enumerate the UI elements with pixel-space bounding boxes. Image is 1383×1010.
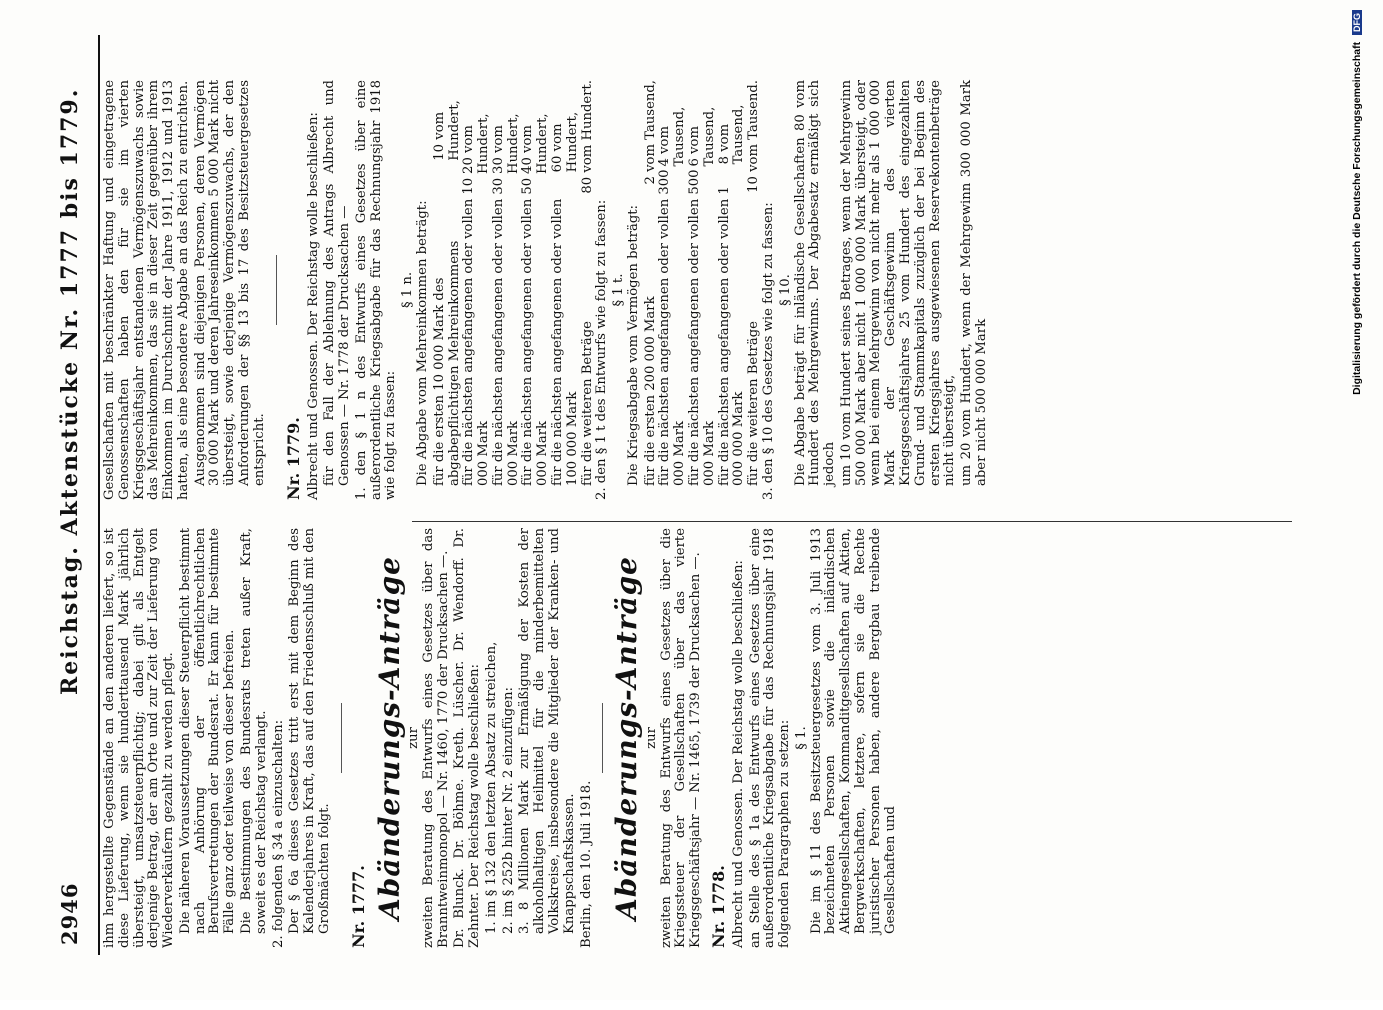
funding-text: Digitalisierung gefördert durch die Deutsche Forschungsgemeinschaft [1351,41,1363,395]
rate-row [581,80,596,500]
paragraph: 1. den § 1 n des Entwurfs eines Gesetzes über eine außerordentliche Kriegsabgabe für das Rechnungsjahr 1918 wie folgt zu fassen: [353,80,399,500]
document-number: Nr. 1779. [283,417,303,500]
rate-value: 8 vom Tausend, [716,104,747,165]
page-title: Reichstag. Aktenstücke Nr. 1777 bis 1779. [57,87,83,695]
rate-label: für die nächsten angefangenen oder vollen 30 000 Mark [490,177,521,486]
rate-row [521,80,551,500]
rate-row [492,80,522,500]
page-number: 2946 [57,882,82,945]
rate-row [658,80,688,500]
paragraph: Gesellschaften mit beschränkter Haftung und eingetragene Genossenschaften haben den für sie im vierten Kriegsgeschäftsjahr entstandenen Vermögenszuwachs sowie das Mehreinkommen, das sie in dieser Zeit gegenüber ihrem Einkommen im Durchschnitt der Jahre 1911, 1912 und 1913 hatten, als eine besondere Abgabe an das Reich zu entrichten. [102,80,191,500]
paragraph: Die im § 11 des Besitzsteuergesetzes vom 3. Juli 1913 bezeichneten Personen sowie die inländischen Aktiengesellschaften, Kommanditgesellschaften auf Aktien, Bergwerkschaften, letztere, sofern sie die Rechte juristischer Personen haben, andere Bergbau treibende Gesellschaften und [808,528,898,934]
rate-value: 4 vom Tausend, [657,106,688,167]
paragraph: 3. den § 10 des Gesetzes wie folgt zu fassen: [760,202,776,500]
rate-value: 20 vom Hundert, [461,113,492,174]
paragraph: Albrecht und Genossen. Der Reichstag wolle beschließen: [305,112,321,500]
dfg-logo: DFG [1352,10,1362,35]
paragraph: Die näheren Voraussetzungen dieser Steuerpflicht bestimmt nach Anhörung der öffentlichrechtlichen Berufsvertretungen der Bundesrat. Er kann für bestimmte Fälle ganz oder teilweise von dieser befreien. [177,528,238,934]
rate-row [747,80,762,500]
column-divider [412,521,1292,522]
paragraph: um 10 vom Hundert seines Betrages, wenn der Mehrgewinn 500 000 Mark aber nicht 1 000 000 Mark übersteigt, oder wenn bei einem Mehrgewinn von nicht mehr als 1 000 000 Mark der Geschäftsgewinn des vierten Kriegsgeschäftsjahres 25 vom Hundert des eingezahlten Grund- und Stammkapitals zuzüglich der bei Beginn des ersten Kriegsjahres ausgewiesenen Reservekontenbeträge nicht übersteigt, [838,80,958,486]
rate-row [644,80,659,500]
rate-label: für die nächsten angefangenen oder vollen 300 000 Mark [657,169,688,486]
section-heading: Abänderungs-Anträge [610,556,644,920]
list-item: 2. im § 252b hinter Nr. 2 einzufügen: [500,687,516,934]
rate-label: für die ersten 10 000 Mark des abgabepflichtigen Mehreinkommens [431,240,462,486]
rate-row [433,80,463,500]
rate-label: für die weiteren Beträge [746,321,762,486]
list-item: 1. im § 132 den letzten Absatz zu streichen, [483,641,499,934]
rate-value: 60 vom Hundert, [550,111,580,173]
separator [341,703,342,773]
paragraph-sign: § 10. [777,274,793,306]
document-number: Nr. 1777. [348,865,368,948]
rate-table [644,80,762,500]
rate-label: für die nächsten angefangenen oder vollen 10 000 Mark [461,177,492,486]
paragraph-sign: § 1 t. [611,273,627,307]
rate-row [688,80,718,500]
rate-table [433,80,596,500]
paragraph: an Stelle des § 1a des Entwurfs eines Gesetzes über eine außerordentliche Kriegsabgabe für das Rechnungsjahr 1918 folgenden Paragraphen zu setzen: [747,528,793,948]
rate-label: für die weiteren Beträge [579,321,595,486]
rate-label: für die nächsten angefangenen oder vollen 1 000 000 Mark [716,186,747,486]
rate-row [462,80,492,500]
list-item: 3. 8 Millionen Mark zur Ermäßigung der Kosten der alkoholhaltigen Heilmittel für die minderbemittelten Volkskreise, insbesondere die Mitglieder der Kranken- und Knappschaftskassen. [517,528,577,934]
rate-value: 6 vom Tausend, [687,106,717,167]
funding-stamp [1352,10,1364,1010]
paragraph: Der § 6a dieses Gesetzes tritt erst mit dem Beginn des Kalenderjahres in Kraft, das auf den Friedensschluß mit den Großmächten folgt. [287,528,332,934]
rate-row [718,80,748,500]
paragraph-sign: § 1. [793,726,809,750]
paragraph: Die Kriegsabgabe vom Vermögen beträgt: [625,205,641,486]
left-column [103,528,900,948]
paragraph: für den Fall der Ablehnung des Antrags Albrecht und Genossen — Nr. 1778 der Drucksachen — [322,80,353,486]
paragraph-sign: § 1 n. [400,271,416,309]
rate-value: 40 vom Hundert, [520,113,551,174]
paragraph: 2. den § 1 t des Entwurfs wie folgt zu fassen: [594,199,610,500]
heading-subtitle: zweiten Beratung des Entwurfs eines Gesetzes über das Branntweinmonopol — Nr. 1460, 1770 der Drucksachen —. [420,528,451,948]
paragraph: 2. folgenden § 34 a einzuschalten: [270,719,286,948]
right-column [103,80,992,500]
section-heading: Abänderungs-Anträge [372,556,406,920]
paragraph: ihm hergestellte Gegenstände an den anderen liefert, so ist diese Lieferung, wenn sie hunderttausend Mark jährlich übersteigt, umsatzsteuerpflichtig; dabei gilt als Entgelt derjenige Betrag, der am Orte und zur Zeit der Lieferung von Wiederverkäufern gezahlt zu werden pflegt. [102,528,177,948]
rate-label: für die ersten 200 000 Mark [642,296,658,486]
rate-label: für die nächsten angefangenen oder vollen 50 000 Mark [520,177,551,486]
paragraph: Die Bestimmungen des Bundesrats treten außer Kraft, soweit es der Reichstag verlangt. [239,528,269,934]
rate-value: 2 vom Tausend, [642,80,658,185]
paragraph: um 20 vom Hundert, wenn der Mehrgewinn 300 000 Mark aber nicht 500 000 Mark [959,80,989,486]
rate-label: für die nächsten angefangenen oder vollen 500 000 Mark [687,169,717,486]
heading-connector: zur [405,727,421,749]
date-line: Berlin, den 10. Juli 1918. [578,780,594,948]
heading-subtitle: zweiten Beratung des Entwurfs eines Gesetzes über die Kriegssteuer der Gesellschaften über das vierte Kriegsgeschäftsjahr — Nr. 1465, 1739 der Drucksachen —. [658,528,704,948]
rate-value: 10 vom Hundert, [431,100,462,161]
document-number: Nr. 1778. [708,865,728,948]
rate-value: 80 vom Hundert. [579,80,595,194]
header-rule [98,35,100,955]
separator [276,255,277,325]
rate-value: 10 vom Tausend. [746,80,762,193]
paragraph: Albrecht und Genossen. Der Reichstag wolle beschließen: [730,560,746,948]
paragraph: Ausgenommen sind diejenigen Personen, deren Vermögen 30 000 Mark und deren Jahreseinkommen 5 000 Mark nicht übersteigt, sowie derjenige Vermögenszuwachs, der den Anforderungen der §§ 13 bis 17 des Besitzsteuergesetzes entspricht. [192,80,267,486]
separator [602,703,603,773]
rate-value: 30 vom Hundert, [490,113,521,174]
signers: Dr. Blunck. Dr. Böhme. Kreth. Lüscher. Dr. Wendorff. Dr. Zehnter. Der Reichstag wolle beschließen: [452,528,483,948]
rate-row [551,80,581,500]
heading-connector: zur [643,727,659,749]
rate-label: für die nächsten angefangenen oder vollen 100 000 Mark [550,198,580,486]
page-header [58,65,98,945]
paragraph: Die Abgabe beträgt für inländische Gesellschaften 80 vom Hundert des Mehrgewinns. Der Abgabesatz ermäßigt sich jedoch [792,80,838,486]
paragraph: Die Abgabe vom Mehreinkommen beträgt: [414,200,430,486]
